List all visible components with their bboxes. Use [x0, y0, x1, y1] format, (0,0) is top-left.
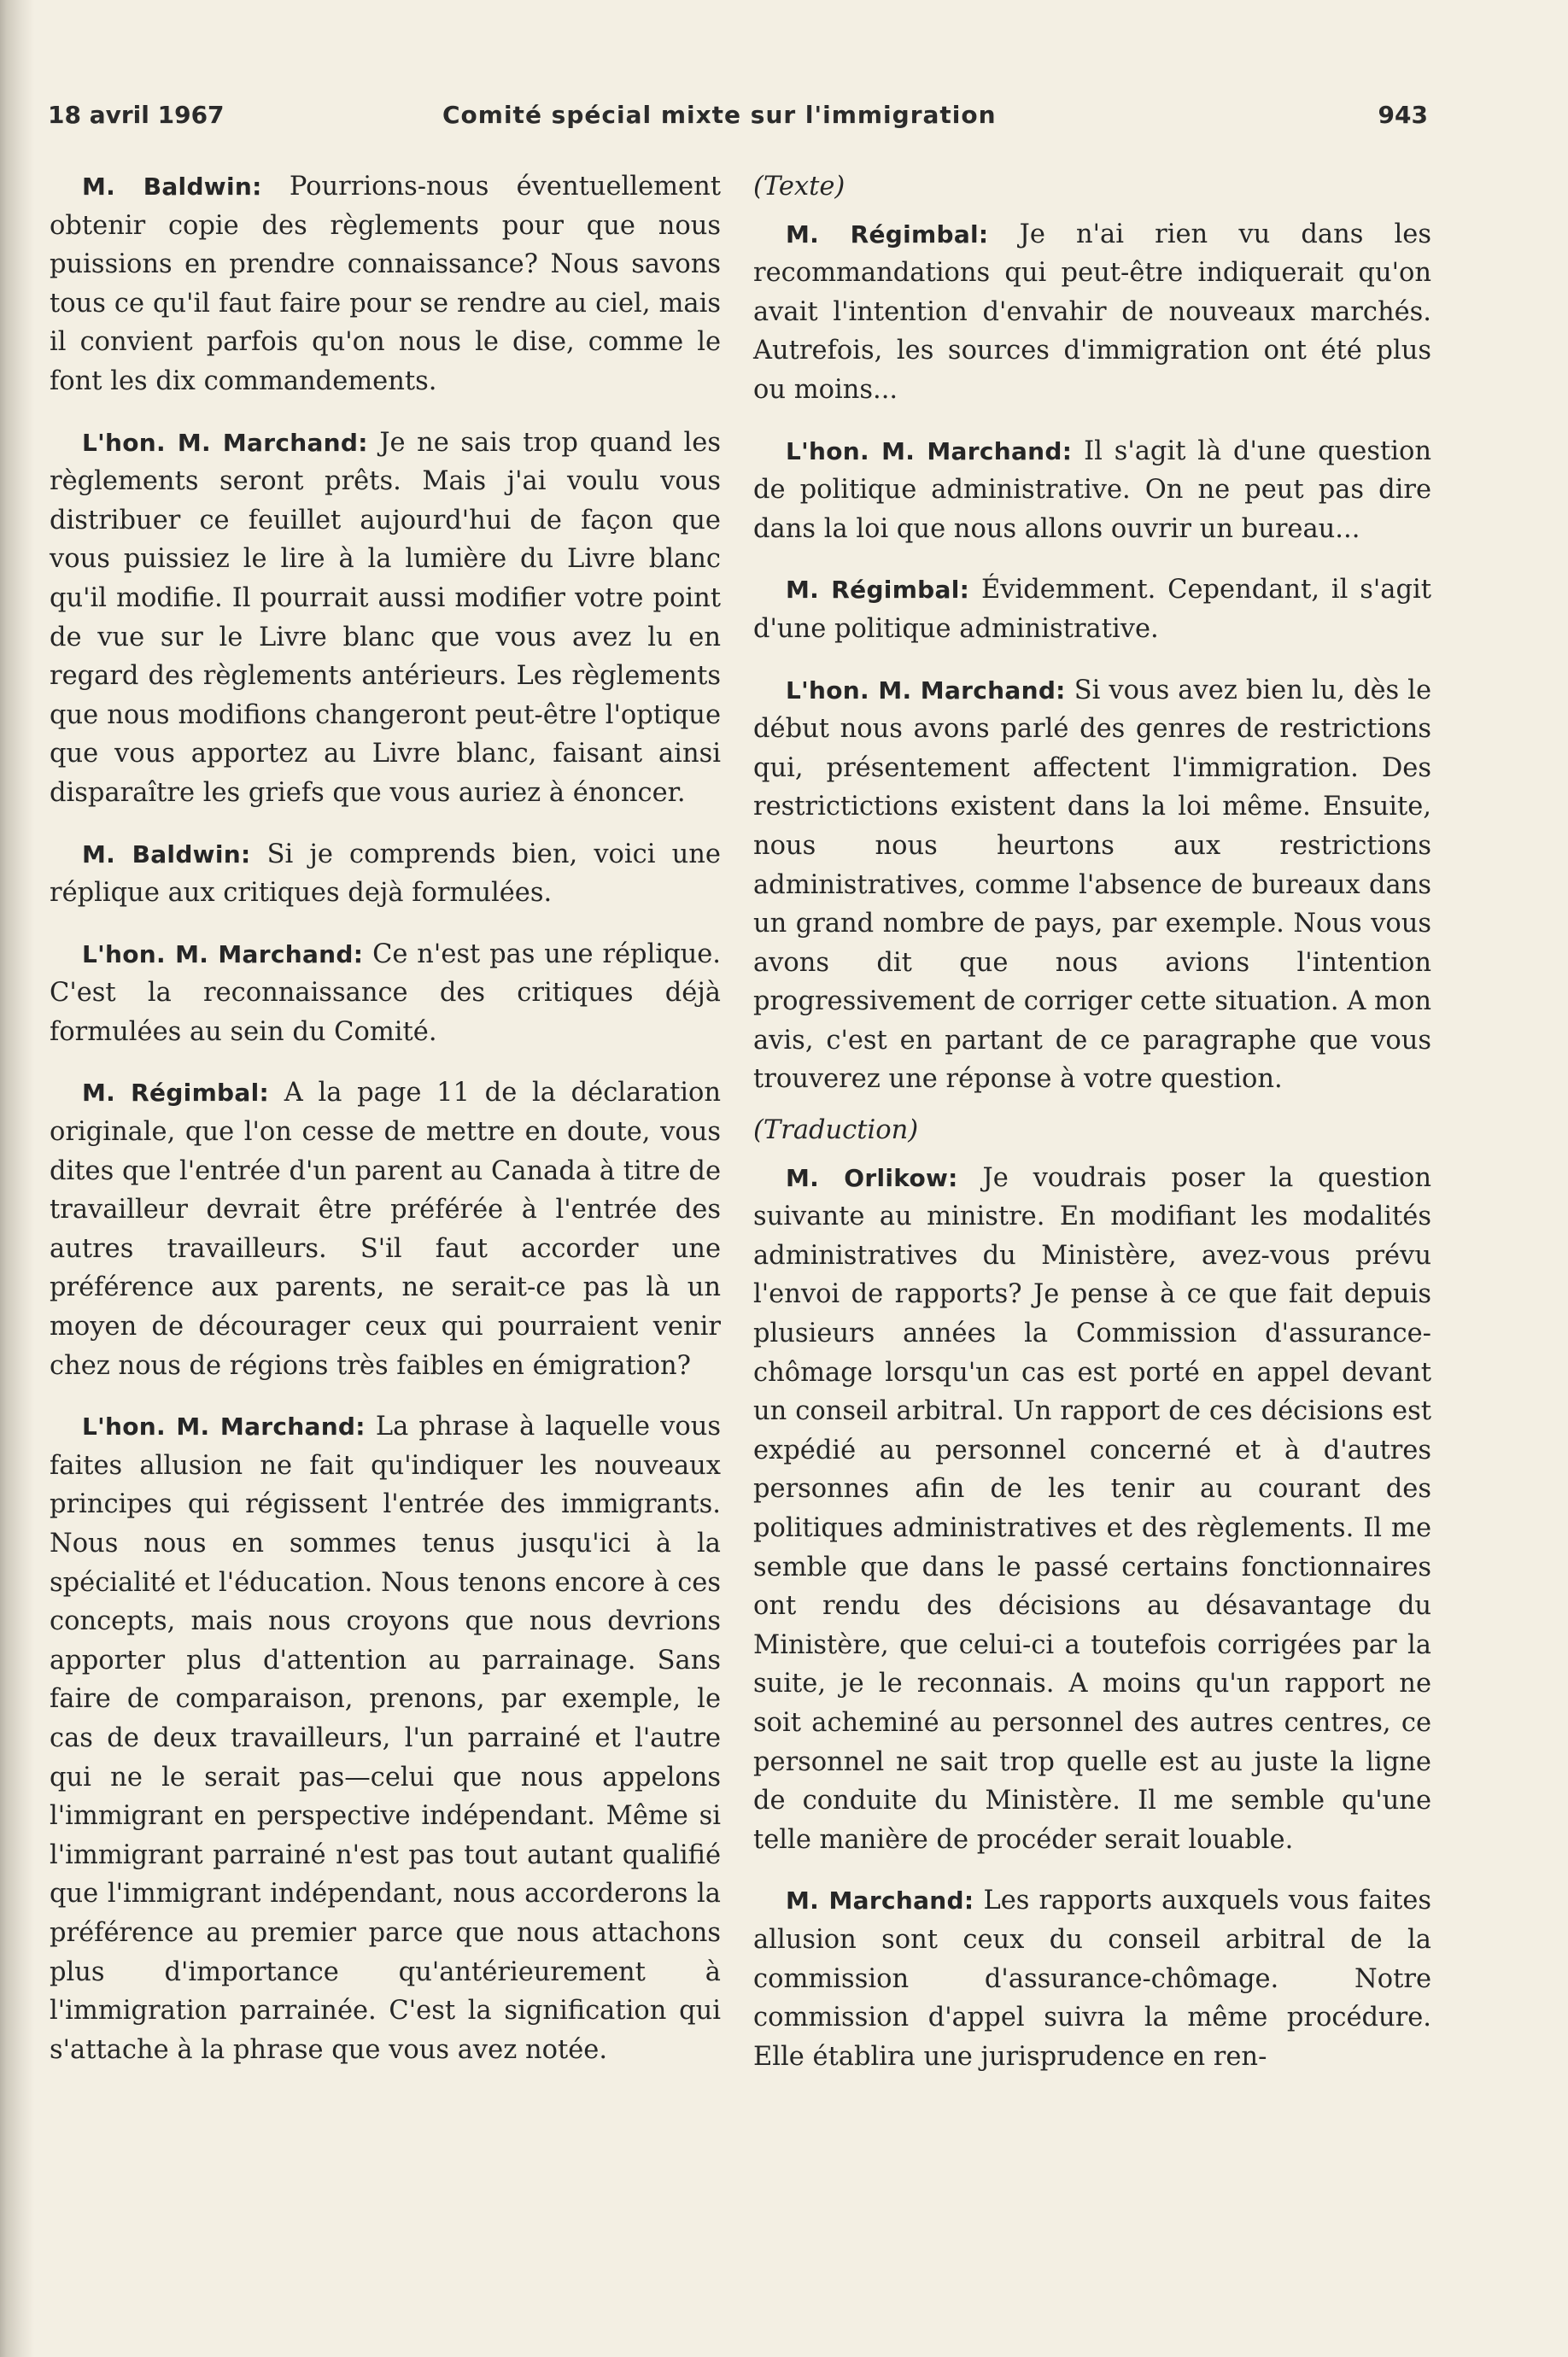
- header-page-number: 943: [1378, 101, 1428, 129]
- paragraph: [753, 215, 1431, 410]
- paragraph: [50, 167, 721, 401]
- paragraph-text: Les rapports auxquels vous faites allusion sont ceux du conseil arbitral de la commission d'assurance-chômage. Notre commission d'appel suivra la même procédure. Elle établira une jurisprudence en ren-: [753, 1886, 1431, 2072]
- paragraph: [753, 432, 1431, 549]
- paragraph-text: Pourrions-nous éventuellement obtenir copie des règlements pour que nous puissions en prendre connaissance? Nous savons tous ce qu'il faut faire pour se rendre au ciel, mais il convient parfois qu'on nous le dise, comme le font les dix commandements.: [50, 172, 721, 396]
- paragraph-text: La phrase à laquelle vous faites allusion ne fait qu'indiquer les nouveaux principes qui régissent l'entrée des immigrants. Nous nous en sommes tenus jusqu'ici à la spécialité et l'éducation. Nous tenons encore à ces concepts, mais nous croyons que nous devrions apporter plus d'attention au parrainage. Sans faire de comparaison, prenons, par exemple, le cas de deux travailleurs, l'un parrainé et l'autre qui ne le serait pas—celui que nous appelons l'immigrant en perspective indépendant. Même si l'immigrant parrainé n'est pas tout autant qualifié que l'immigrant indépendant, nous accorderons la préférence au premier parce que nous attachons plus d'importance qu'antérieurement à l'immigration parrainée. C'est la signification qui s'attache à la phrase que vous avez notée.: [50, 1412, 721, 2065]
- speaker-name: M. Baldwin:: [82, 173, 262, 201]
- paragraph-text: Je ne sais trop quand les règlements seront prêts. Mais j'ai voulu vous distribuer ce feuillet aujourd'hui de façon que vous puissiez le lire à la lumière du Livre blanc qu'il modifie. Il pourrait aussi modifier votre point de vue sur le Livre blanc que vous avez lu en regard des règlements antérieurs. Les règlements que nous modifions changeront peut-être l'optique que vous apportez au Livre blanc, faisant ainsi disparaître les griefs que vous auriez à énoncer.: [50, 427, 721, 808]
- speaker-name: L'hon. M. Marchand:: [82, 428, 368, 457]
- paragraph: [753, 671, 1431, 1100]
- paragraph: [50, 1407, 721, 2069]
- paragraph: [50, 424, 721, 813]
- speaker-name: L'hon. M. Marchand:: [786, 676, 1066, 705]
- speaker-name: M. Baldwin:: [82, 839, 251, 869]
- paragraph-text: Ce n'est pas une réplique. C'est la reconnaissance des critiques déjà formulées au sein du Comité.: [50, 939, 721, 1047]
- paragraph-text: Si vous avez bien lu, dès le début nous avons parlé des genres de restrictions qui, présentement affectent l'immigration. Des restrictictions existent dans la loi même. Ensuite, nous nous heurtons aux restrictions administratives, comme l'absence de bureaux dans un grand nombre de pays, par exemple. Nous vous avons dit que nous avions l'intention progressivement de corriger cette situation. A mon avis, c'est en partant de ce paragraphe que vous trouverez une réponse à votre question.: [753, 675, 1431, 1095]
- paragraph-text: Il s'agit là d'une question de politique administrative. On ne peut pas dire dans la loi que nous allons ouvrir un bureau...: [753, 436, 1431, 544]
- paragraph-text: Si je comprends bien, voici une réplique aux critiques dejà formulées.: [50, 839, 721, 909]
- paragraph: [50, 835, 721, 913]
- paragraph: [753, 1881, 1431, 2076]
- paragraph: [753, 570, 1431, 648]
- paragraph: [753, 1159, 1431, 1860]
- paragraph-text: Je voudrais poser la question suivante au ministre. En modifiant les modalités administratives du Ministère, avez-vous prévu l'envoi de rapports? Je pense à ce que fait depuis plusieurs années la Commission d'assurance-chômage lorsqu'un cas est porté en appel devant un conseil arbitral. Un rapport de ces décisions est expédié au personnel concerné et à d'autres personnes afin de les tenir au courant des politiques administratives et des règlements. Il me semble que dans le passé certains fonctionnaires ont rendu des décisions au désavantage du Ministère, que celui-ci a toutefois corrigées par la suite, je le reconnais. A moins qu'un rapport ne soit acheminé au personnel des autres centres, ce personnel ne sait trop quelle est au juste la ligne de conduite du Ministère. Il me semble qu'une telle manière de procéder serait louable.: [753, 1162, 1431, 1855]
- paragraph-text: Évidemment. Cependant, il s'agit d'une politique administrative.: [753, 575, 1431, 644]
- section-label-texte: (Texte): [753, 172, 845, 202]
- header-date: 18 avril 1967: [48, 101, 225, 129]
- section-label-traduction: (Traduction): [753, 1115, 919, 1146]
- speaker-name: L'hon. M. Marchand:: [786, 436, 1073, 465]
- left-column: [50, 167, 721, 2091]
- speaker-name: M. Régimbal:: [786, 219, 989, 249]
- paragraph-text: A la page 11 de la déclaration originale, que l'on cesse de mettre en doute, vous dites que l'entrée d'un parent au Canada à titre de travailleur devrait être préférée à l'entrée des autres travailleurs. S'il faut accorder une préférence aux parents, ne serait-ce pas là un moyen de décourager ceux qui pourraient venir chez nous de régions très faibles en émigration?: [50, 1078, 721, 1381]
- speaker-name: L'hon. M. Marchand:: [82, 1412, 366, 1442]
- speaker-name: M. Orlikow:: [786, 1163, 958, 1192]
- speaker-name: M. Marchand:: [786, 1886, 974, 1915]
- page-header: [48, 101, 1428, 138]
- speaker-name: M. Régimbal:: [786, 576, 970, 605]
- speaker-name: M. Régimbal:: [82, 1079, 269, 1108]
- paragraph: [50, 1073, 721, 1385]
- paragraph: [50, 935, 721, 1052]
- page-gutter-shadow: [0, 0, 34, 2357]
- right-column: [753, 167, 1431, 2098]
- header-title: Comité spécial mixte sur l'immigration: [442, 101, 997, 129]
- speaker-name: L'hon. M. Marchand:: [82, 939, 364, 968]
- paragraph-text: Je n'ai rien vu dans les recommandations qui peut-être indiquerait qu'on avait l'intention d'envahir de nouveaux marchés. Autrefois, les sources d'immigration ont été plus ou moins...: [753, 219, 1431, 405]
